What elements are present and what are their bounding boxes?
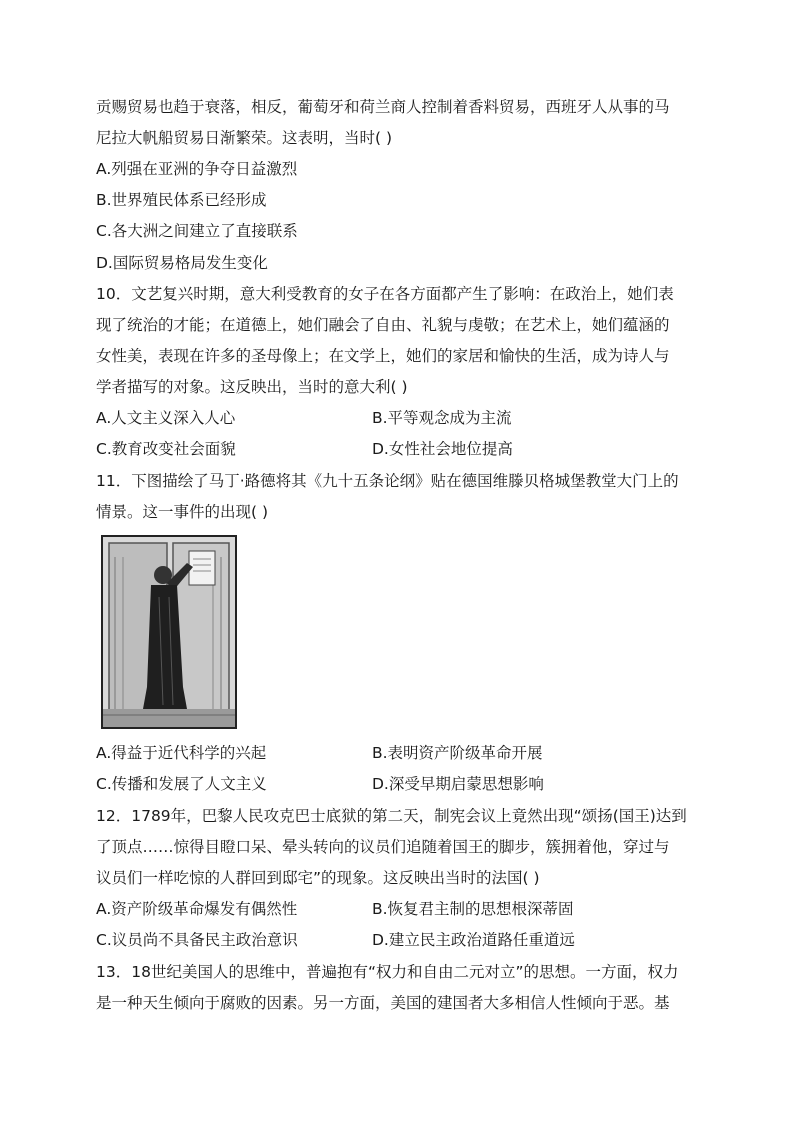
q11-option-b: B.表明资产阶级革命开展	[372, 744, 543, 762]
q10-option-d: D.女性社会地位提高	[372, 440, 513, 458]
q12-stem-line-3: 议员们一样吃惊的人群回到邸宅”的现象。这反映出当时的法国( )	[96, 869, 540, 887]
q12-option-c: C.议员尚不具备民主政治意识	[96, 931, 298, 949]
q11-option-d: D.深受早期启蒙思想影响	[372, 775, 544, 793]
q9-option-c: C.各大洲之间建立了直接联系	[96, 222, 298, 240]
q12-stem-line-2: 了顶点……惊得目瞪口呆、晕头转向的议员们追随着国王的脚步，簇拥着他，穿过与	[96, 838, 670, 856]
q9-option-d: D.国际贸易格局发生变化	[96, 254, 268, 272]
q10-option-a: A.人文主义深入人心	[96, 409, 236, 427]
luther-engraving	[103, 537, 235, 727]
q9-stem-line-2: 尼拉大帆船贸易日渐繁荣。这表明，当时( )	[96, 129, 393, 147]
q9-stem-line-1: 贡赐贸易也趋于衰落，相反，葡萄牙和荷兰商人控制着香料贸易，西班牙人从事的马	[96, 98, 670, 116]
q12-option-d: D.建立民主政治道路任重道远	[372, 931, 575, 949]
martin-luther-illustration	[101, 535, 237, 729]
q11-option-a: A.得益于近代科学的兴起	[96, 744, 267, 762]
q11-option-c: C.传播和发展了人文主义	[96, 775, 267, 793]
q9-option-b: B.世界殖民体系已经形成	[96, 191, 267, 209]
q11-stem-line-2: 情景。这一事件的出现( )	[96, 503, 269, 521]
q10-stem-line-2: 现了统治的才能；在道德上，她们融会了自由、礼貌与虔敬；在艺术上，她们蕴涵的	[96, 316, 670, 334]
q10-stem-line-4: 学者描写的对象。这反映出，当时的意大利( )	[96, 378, 408, 396]
q10-option-c: C.教育改变社会面貌	[96, 440, 236, 458]
q10-stem-line-3: 女性美，表现在许多的圣母像上；在文学上，她们的家居和愉快的生活，成为诗人与	[96, 347, 670, 365]
q10-stem-line-1: 10．文艺复兴时期，意大利受教育的女子在各方面都产生了影响：在政治上，她们表	[96, 285, 674, 303]
q12-option-b: B.恢复君主制的思想根深蒂固	[372, 900, 574, 918]
q13-stem-line-1: 13．18世纪美国人的思维中，普遍抱有“权力和自由二元对立”的思想。一方面，权力	[96, 963, 679, 981]
q11-stem-line-1: 11．下图描绘了马丁·路德将其《九十五条论纲》贴在德国维滕贝格城堡教堂大门上的	[96, 472, 679, 490]
q9-option-a: A.列强在亚洲的争夺日益激烈	[96, 160, 298, 178]
q12-stem-line-1: 12．1789年，巴黎人民攻克巴士底狱的第二天，制宪会议上竟然出现“颂扬(国王)达到	[96, 807, 687, 825]
q13-stem-line-2: 是一种天生倾向于腐败的因素。另一方面，美国的建国者大多相信人性倾向于恶。基	[96, 994, 670, 1012]
q10-option-b: B.平等观念成为主流	[372, 409, 512, 427]
q12-option-a: A.资产阶级革命爆发有偶然性	[96, 900, 298, 918]
